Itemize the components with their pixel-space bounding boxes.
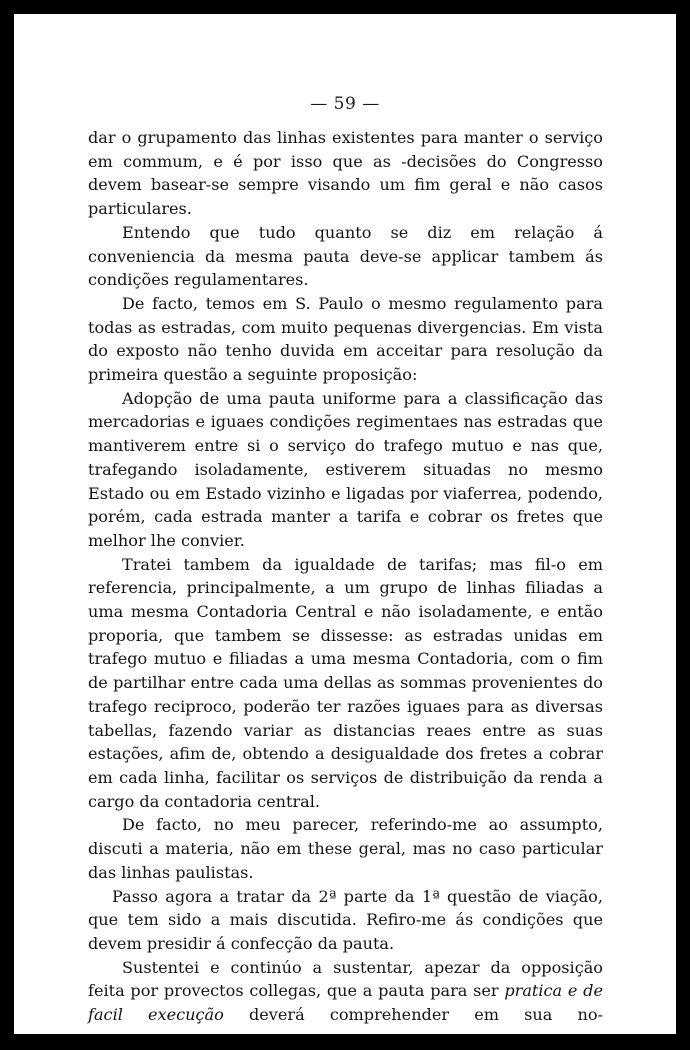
paragraph-2: Entendo que tudo quanto se diz em relação á conveniencia da mesma pauta deve-se applicar tambem ás condições regulamentares. <box>88 222 603 290</box>
paragraph-8-text-after: deverá comprehender em sua no- <box>223 1005 603 1025</box>
paragraph-6: De facto, no meu parecer, referindo-me ao assumpto, discuti a materia, não em these geral, mas no caso particular das linhas paulistas. <box>88 815 603 882</box>
paragraph-3: De facto, temos em S. Paulo o mesmo regulamento para todas as estradas, com muito pequenas divergencias. Em vista do exposto não tenho duvida em acceitar para resolução da primeira questão a seguinte proposição: <box>88 293 603 385</box>
paragraph-8-italic-phrase: pratica e de facil execução <box>88 981 603 1025</box>
body-text <box>88 126 603 1027</box>
paragraph-8 <box>88 956 603 1027</box>
document-page <box>14 14 676 1034</box>
paragraph-7: Passo agora a tratar da 2ª parte da 1ª questão de viação, que tem sido a mais discutida. Refiro-me ás condições que devem presidir á confecção da pauta. <box>88 886 603 953</box>
paragraph-5: Tratei tambem da igualdade de tarifas; mas fil-o em referencia, principalmente, a um grupo de linhas filiadas a uma mesma Contadoria Central e não isoladamente, e então proporia, que tambem se dissesse: as estradas unidas em trafego mutuo e filiadas a uma mesma Contadoria, com o fim de partilhar entre cada uma dellas as sommas provenientes do trafego reciproco, poderão ter razões iguaes para as diversas tabellas, fazendo variar as distancias reaes entre as suas estações, afim de, obtendo a desigualdade dos fretes a cobrar em cada linha, facilitar os serviços de distribuição da renda a cargo da contadoria central. <box>88 554 603 811</box>
paragraph-1: dar o grupamento das linhas existentes para manter o serviço em commum, e é por isso que as -decisões do Congresso devem basear-se sempre visando um fim geral e não casos particulares. <box>88 128 603 219</box>
paragraph-4-proposition: Adopção de uma pauta uniforme para a classificação das mercadorias e iguaes condições regimentaes nas estradas que mantiverem entre si o serviço do trafego mutuo e nas que, trafegando isoladamente, estiverem situadas no mesmo Estado ou em Estado vizinho e ligadas por viaferrea, podendo, porém, cada estrada manter a tarifa e cobrar os fretes que melhor lhe convier. <box>88 388 603 550</box>
paragraph-8-text-before: Sustentei e continúo a sustentar, apezar da opposição feita por provectos collegas, que a pauta para ser <box>88 957 603 1001</box>
page-number: — 59 — <box>310 94 380 114</box>
